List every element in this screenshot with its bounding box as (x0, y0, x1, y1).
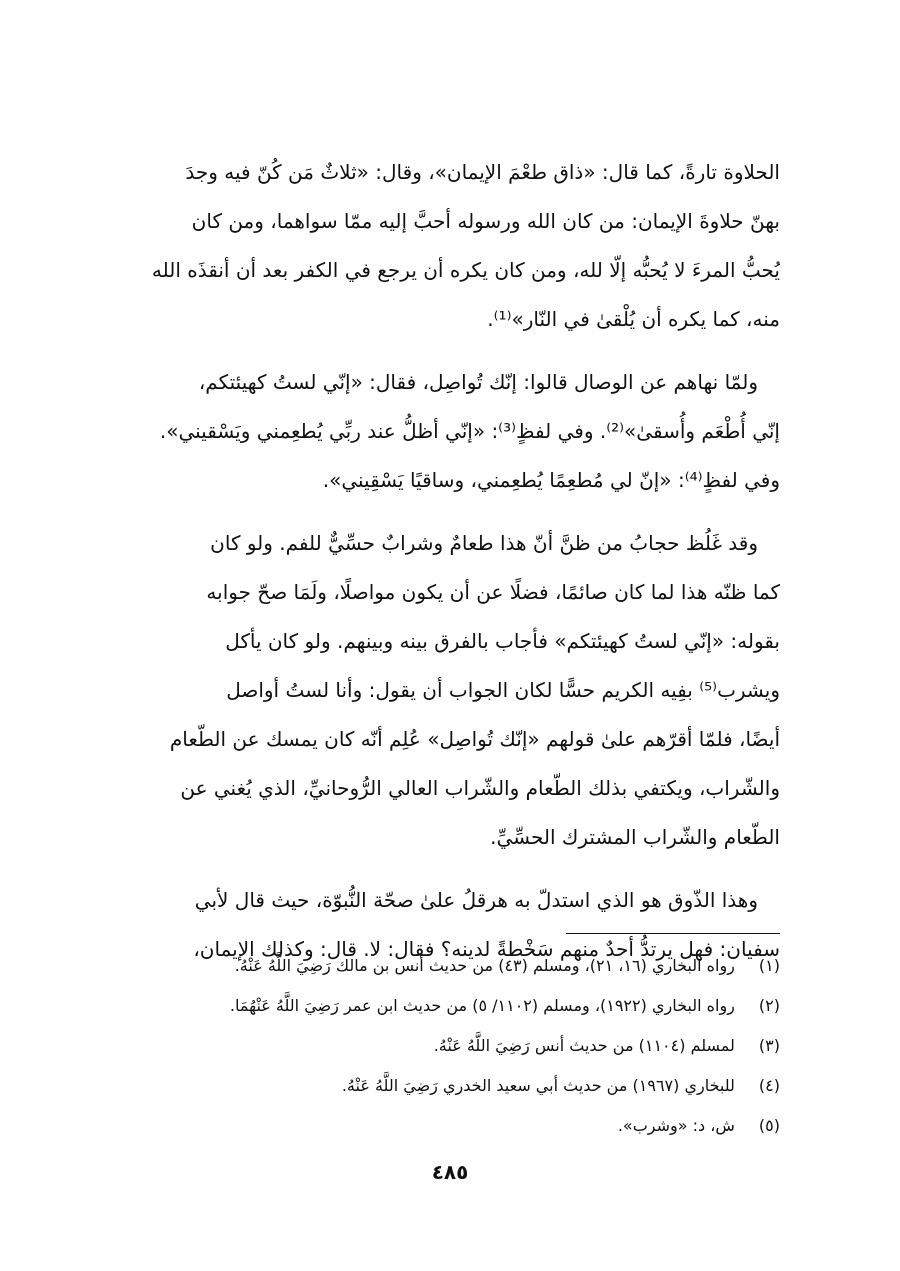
text-line: منه، كما يكره أن يُلْقىٰ في النّار»⁽¹⁾. (487, 307, 780, 331)
footnote-number: (٤) (758, 1076, 780, 1095)
text-line: إنّي أُطْعَم وأُسقىٰ»⁽²⁾. وفي لفظٍ⁽³⁾: «إنّي أظلُّ عند ربِّي يُطعِمني ويَسْقيني». (159, 419, 780, 443)
footnote-number: (٢) (758, 996, 780, 1015)
text-line: بقوله: «إنّي لستُ كهيئتكم» فأجاب بالفرق بينه وبينهم. ولو كان يأكل (225, 629, 780, 653)
text-line: وفي لفظٍ⁽⁴⁾: «إنّ لي مُطعِمًا يُطعِمني، وساقيًا يَسْقِيني». (322, 468, 780, 492)
footnote (120, 1066, 780, 1106)
text-line: يُحبُّ المرءَ لا يُحبُّه إلّا لله، ومن كان يكره أن يرجع في الكفر بعد أن أنقذَه الله (151, 258, 780, 282)
footnote-number: (١) (758, 956, 780, 975)
paragraph (120, 148, 780, 344)
main-text (120, 148, 780, 988)
footnote-number: (٥) (758, 1116, 780, 1135)
footnote-text: لمسلم (١١٠٤) من حديث أنس رَضِيَ اللَّهُ عَنْهُ. (433, 1036, 735, 1055)
footnote (120, 1106, 780, 1146)
footnote-text: ش، د: «وشرب». (617, 1116, 735, 1135)
footnote (120, 986, 780, 1026)
text-line: الحلاوة تارةً، كما قال: «ذاق طعْمَ الإيمان»، وقال: «ثلاثٌ مَن كُنّ فيه وجدَ (185, 160, 780, 184)
paragraph (120, 358, 780, 505)
footnote (120, 1026, 780, 1066)
text-line: سفيان: فهل يرتدُّ أحدٌ منهم سَخْطةً لدينه؟ فقال: لا. قال: وكذلك الإيمان، (193, 937, 780, 961)
page-number: ٤٨٥ (431, 1160, 469, 1184)
text-line: ويشرب⁽⁵⁾ بفِيه الكريم حسًّا لكان الجواب أن يقول: وأنا لستُ أواصل (226, 678, 780, 702)
text-line: أيضًا، فلمّا أقرّهم علىٰ قولهم «إنّك تُواصِل» عُلِم أنّه كان يمسك عن الطّعام (169, 727, 780, 751)
text-line: وقد غَلُظ حجابُ من ظنَّ أنّ هذا طعامٌ وشرابٌ حسِّيٌّ للفم. ولو كان (210, 531, 758, 555)
text-line: وهذا الذّوق هو الذي استدلّ به هرقلُ علىٰ صحّة النُّبوّة، حيث قال لأبي (194, 888, 758, 912)
footnote-text: للبخاري (١٩٦٧) من حديث أبي سعيد الخدري رَضِيَ اللَّهُ عَنْهُ. (341, 1076, 735, 1095)
text-line: ولمّا نهاهم عن الوصال قالوا: إنّك تُواصِل، فقال: «إنّي لستُ كهيئتكم، (198, 370, 758, 394)
footnote-divider (566, 933, 780, 934)
footnote-number: (٣) (758, 1036, 780, 1055)
footnote-text: رواه البخاري (١٦، ٢١)، ومسلم (٤٣) من حديث أنس بن مالك رَضِيَ اللَّهُ عَنْهُ. (234, 956, 735, 975)
text-line: كما ظنّه هذا لما كان صائمًا، فضلًا عن أن يكون مواصلًا، ولَمَا صحّ جوابه (206, 580, 780, 604)
footnote (120, 946, 780, 986)
paragraph (120, 519, 780, 862)
footnotes-list (120, 946, 780, 1146)
footnote-text: رواه البخاري (١٩٢٢)، ومسلم (١١٠٢/ ٥) من حديث ابن عمر رَضِيَ اللَّهُ عَنْهُمَا. (229, 996, 735, 1015)
text-line: والشّراب، ويكتفي بذلك الطّعام والشّراب العالي الرُّوحانيِّ، الذي يُغني عن (180, 776, 780, 800)
text-line: الطّعام والشّراب المشترك الحسِّيِّ. (490, 825, 780, 849)
text-line: بهنّ حلاوةَ الإيمان: من كان الله ورسوله أحبَّ إليه ممّا سواهما، ومن كان (191, 209, 780, 233)
